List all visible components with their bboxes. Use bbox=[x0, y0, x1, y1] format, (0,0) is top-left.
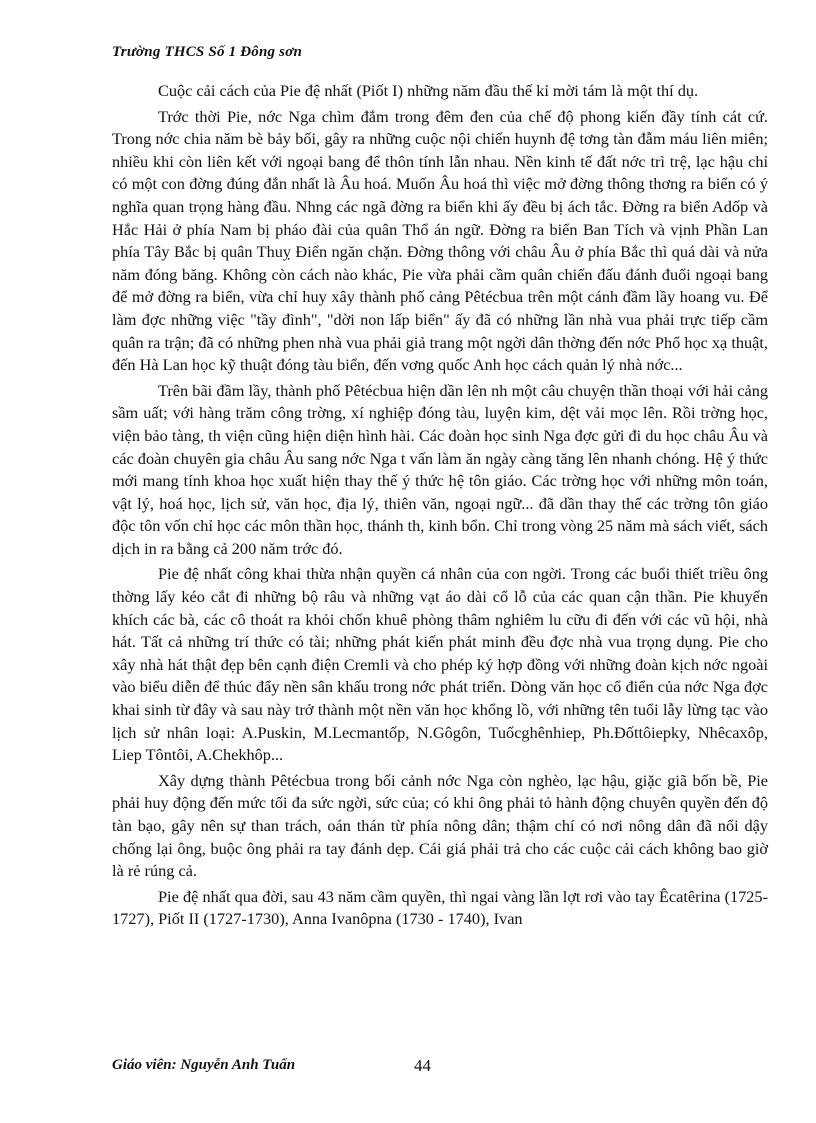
paragraph: Pie đệ nhất qua đời, sau 43 năm cầm quyền, thì ngai vàng lần lợt rơi vào tay Êcatêrina (1725-1727), Piốt II (1727-1730), Anna Ivanôpna (1730 - 1740), Ivan bbox=[112, 886, 768, 929]
page-header: Trường THCS Số 1 Đông sơn bbox=[112, 44, 302, 60]
paragraph: Cuộc cải cách của Pie đệ nhất (Piốt I) những năm đầu thế kỉ mời tám là một thí dụ. bbox=[158, 81, 699, 100]
footer-author: Giáo viên: Nguyễn Anh Tuấn bbox=[112, 1057, 296, 1073]
page-number: 44 bbox=[414, 1056, 431, 1075]
paragraph: Trớc thời Pie, nớc Nga chìm đắm trong đêm đen của chế độ phong kiến đầy tính cát cứ. Trong nớc chia năm bè bảy bối, gây ra những cuộc nội chiến huynh đệ tơng tàn đẫm máu liên miên; nhiều khi còn liên kết với ngoại bang để thôn tính lẫn nhau. Nền kinh tế đất nớc trì trệ, lạc hậu chỉ có một con đờng đúng đắn nhất là Âu hoá. Muốn Âu hoá thì việc mở đờng thông thơng ra biển có ý nghĩa quan trọng hàng đầu. Nhng các ngã đờng ra biển khi ấy đều bị ách tắc. Đờng ra biển Adốp và Hắc Hải ở phía Nam bị pháo đài của quân Thổ án ngữ. Đờng ra biển Ban Tích và vịnh Phần Lan phía Tây Bắc bị quân Thuỵ Điển ngăn chặn. Đờng thông với châu Âu ở phía Bắc thì quá dài và nửa năm đóng băng. Không còn cách nào khác, Pie vừa phải cầm quân chiến đấu đánh đuổi ngoại bang để mở đờng ra biển, vừa chỉ huy xây thành phố cảng Pêtécbua trên một cánh đầm lầy hoang vu. Để làm đợc những việc "tầy đình", "dời non lấp biển" ấy đã có những lần nhà vua phải trực tiếp cầm quân ra trận; đã có những phen nhà vua phải giả trang một ngời dân thờng đến nớc Phổ học xạ thuật, đến Hà Lan học kỹ thuật đóng tàu biển, đến vơng quốc Anh học cách quản lý nhà nớc... bbox=[112, 106, 768, 375]
paragraph: Xây dựng thành Pêtécbua trong bối cảnh nớc Nga còn nghèo, lạc hậu, giặc giã bốn bề, Pie phải huy động đến mức tối đa sức ngời, sức của; có khi ông phải tỏ hành động chuyên quyền đến độ tàn bạo, gây nên sự than trách, oán thán từ phía nông dân; thậm chí có nơi nông dân đã nổi dậy chống lại ông, buộc ông phải ra tay đánh dẹp. Cái giá phải trả cho các cuộc cải cách không bao giờ là rẻ rúng cả. bbox=[112, 770, 768, 881]
paragraph: Trên bãi đầm lầy, thành phố Pêtécbua hiện dần lên nh một câu chuyện thần thoại với hải cảng sầm uất; với hàng trăm công trờng, xí nghiệp đóng tàu, luyện kim, dệt vải mọc lên. Rồi trờng học, viện bảo tàng, th viện cũng hiện diện hình hài. Các đoàn học sinh Nga đợc gửi đi du học châu Âu và các đoàn chuyên gia châu Âu sang nớc Nga t vấn làm ăn ngày càng tăng lên nhanh chóng. Hệ ý thức mới mang tính khoa học xuất hiện thay thế ý thức hệ tôn giáo. Các trờng học với những môn toán, vật lý, hoá học, lịch sử, văn học, địa lý, thiên văn, ngoại ngữ... đã dần thay thế các trờng tôn giáo độc tôn vốn chỉ học các môn thần học, thánh th, kinh bổn. Chỉ trong vòng 25 năm mà sách viết, sách dịch in ra bằng cả 200 năm trớc đó. bbox=[112, 380, 768, 558]
body-text bbox=[112, 80, 768, 934]
paragraph: Pie đệ nhất công khai thừa nhận quyền cá nhân của con ngời. Trong các buổi thiết triều ông thờng lấy kéo cắt đi những bộ râu và những vạt áo dài cổ lỗ của các quan cận thần. Pie khuyến khích các bà, các cô thoát ra khỏi chốn khuê phòng thâm nghiêm lu cữu đi đến với các vũ hội, nhà hát. Tất cả những trí thức có tài; những phát kiến phát minh đều đợc nhà vua trọng dụng. Pie cho xây nhà hát thật đẹp bên cạnh điện Cremli và cho phép ký hợp đồng với những đoàn kịch nớc ngoài vào biểu diễn để thúc đẩy nền sân khấu trong nớc phát triển. Dòng văn học cổ điển của nớc Nga đợc khai sinh từ đây và sau này trở thành một nền văn học khổng lồ, với những tên tuổi lẫy lừng tạc vào lịch sử nhân loại: A.Puskin, M.Lecmantốp, N.Gôgôn, Tuốcghênhiep, Ph.Đốttôiepky, Nhêcaxôp, Liep Tôntôi, A.Chekhôp... bbox=[112, 564, 768, 765]
